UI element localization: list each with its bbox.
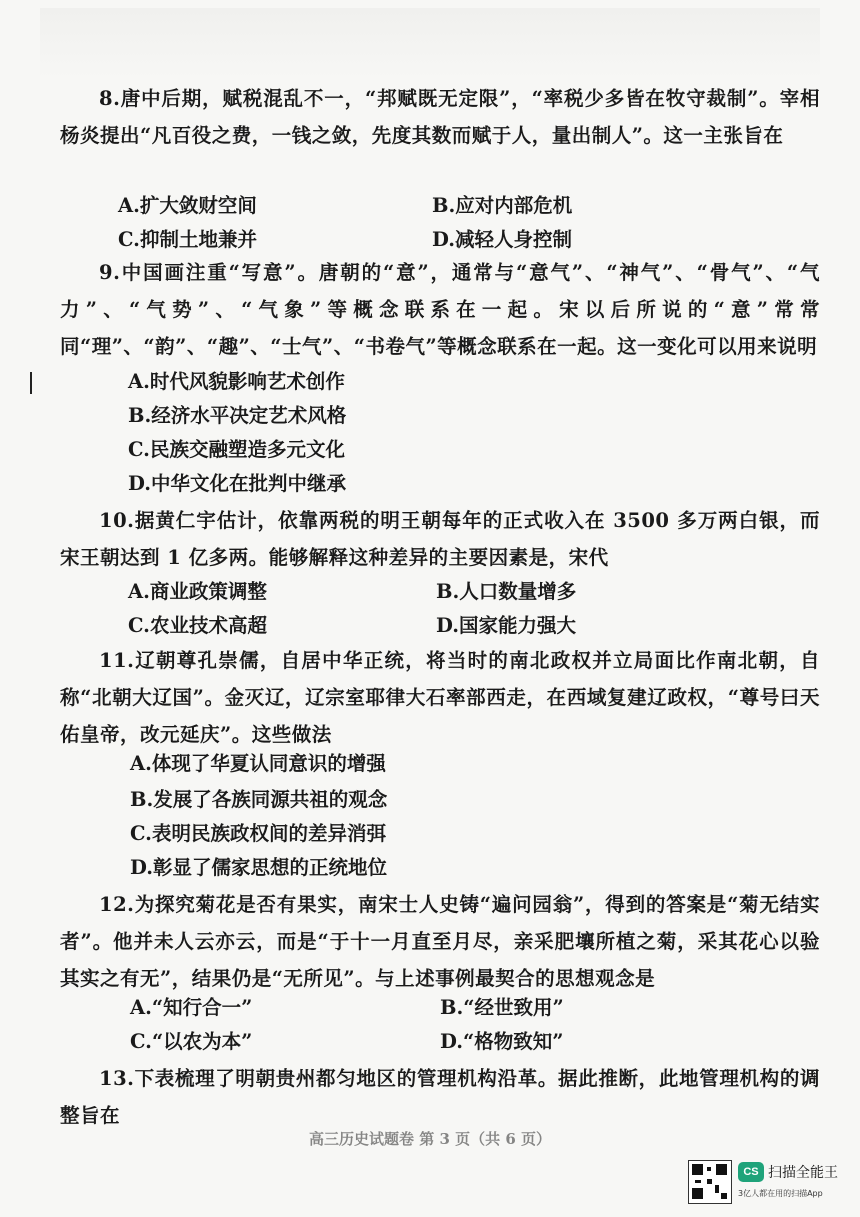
scanner-watermark — [688, 1160, 848, 1205]
q8-option-c: C.抑制土地兼并 — [118, 228, 257, 251]
q9-option-d: D.中华文化在批判中继承 — [128, 472, 347, 495]
camscanner-logo-icon: CS — [738, 1162, 764, 1182]
question-10 — [60, 502, 820, 576]
question-8 — [60, 80, 820, 154]
question-9 — [60, 254, 820, 365]
question-12 — [60, 886, 820, 997]
q12-option-b: B.“经世致用” — [440, 996, 564, 1019]
q11-option-c: C.表明民族政权间的差异消弭 — [130, 822, 386, 845]
margin-mark — [30, 372, 32, 394]
question-12-stem: 12.为探究菊花是否有果实，南宋士人史铸“遍问园翁”，得到的答案是“菊无结实者”。他并未人云亦云，而是“于十一月直至月尽，亲采肥壤所植之菊，采其花心以验其实之有无”，结果仍是“无所见”。与上述事例最契合的思想观念是 — [60, 893, 820, 990]
q8-option-d: D.减轻人身控制 — [432, 228, 573, 251]
q9-option-c: C.民族交融塑造多元文化 — [128, 438, 345, 461]
q12-option-d: D.“格物致知” — [440, 1030, 564, 1053]
q10-option-d: D.国家能力强大 — [436, 614, 577, 637]
q11-option-b: B.发展了各族同源共祖的观念 — [130, 788, 388, 811]
q10-option-a: A.商业政策调整 — [128, 580, 267, 603]
scanner-tagline: 3亿人都在用的扫描App — [738, 1189, 823, 1198]
question-11 — [60, 642, 820, 753]
scanner-app-name: 扫描全能王 — [768, 1165, 838, 1181]
q11-option-a: A.体现了华夏认同意识的增强 — [130, 752, 386, 775]
q12-option-c: C.“以农为本” — [130, 1030, 253, 1053]
qr-code-icon — [688, 1160, 732, 1204]
q8-option-a: A.扩大敛财空间 — [118, 194, 257, 217]
q10-option-b: B.人口数量增多 — [436, 580, 577, 603]
q9-option-a: A.时代风貌影响艺术创作 — [128, 370, 345, 393]
q8-option-b: B.应对内部危机 — [432, 194, 573, 217]
question-10-stem: 10.据黄仁宇估计，依靠两税的明王朝每年的正式收入在 3500 多万两白银，而宋王朝达到 1 亿多两。能够解释这种差异的主要因素是，宋代 — [60, 509, 820, 569]
q9-option-b: B.经济水平决定艺术风格 — [128, 404, 347, 427]
question-13-stem: 13.下表梳理了明朝贵州都匀地区的管理机构沿革。据此推断，此地管理机构的调整旨在 — [60, 1067, 820, 1127]
question-11-stem: 11.辽朝尊孔崇儒，自居中华正统，将当时的南北政权并立局面比作南北朝，自称“北朝大辽国”。金灭辽，辽宗室耶律大石率部西走，在西域复建辽政权，“尊号曰天佑皇帝，改元延庆”。这些做法 — [60, 649, 820, 746]
q10-option-c: C.农业技术高超 — [128, 614, 267, 637]
question-13 — [60, 1060, 820, 1134]
question-8-stem: 8.唐中后期，赋税混乱不一，“邦赋既无定限”，“率税少多皆在牧守裁制”。宰相杨炎提出“凡百役之费，一钱之敛，先度其数而赋于人，量出制人”。这一主张旨在 — [60, 87, 820, 147]
faded-header-area — [40, 8, 820, 78]
page-footer: 高三历史试题卷 第 3 页（共 6 页） — [309, 1130, 551, 1148]
q11-option-d: D.彰显了儒家思想的正统地位 — [130, 856, 388, 879]
q12-option-a: A.“知行合一” — [130, 996, 253, 1019]
question-9-stem: 9.中国画注重“写意”。唐朝的“意”，通常与“意气”、“神气”、“骨气”、“气力”、“气势”、“气象”等概念联系在一起。宋以后所说的“意”常常同“理”、“韵”、“趣”、“士气”、“书卷气”等概念联系在一起。这一变化可以用来说明 — [60, 261, 820, 358]
